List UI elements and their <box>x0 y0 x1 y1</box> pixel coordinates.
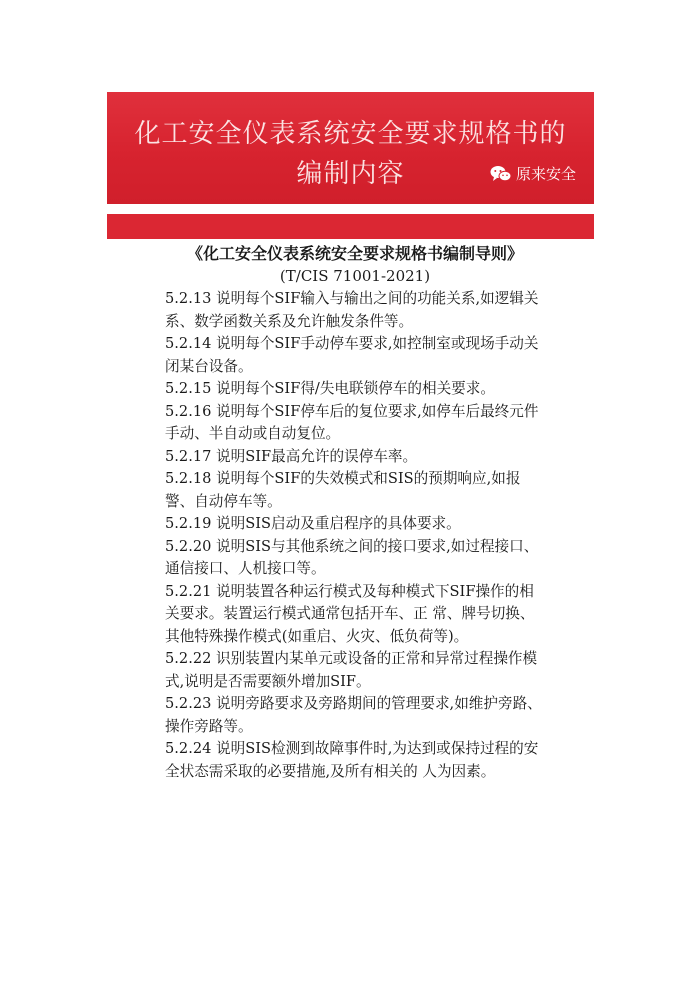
brand-watermark <box>490 163 576 184</box>
clause-5-2-19: 5.2.19 说明SIS启动及重启程序的具体要求。 <box>165 515 461 532</box>
banner-title-line-2: 编制内容 <box>296 159 405 189</box>
header-banner <box>107 92 594 204</box>
clause-5-2-17: 5.2.17 说明SIF最高允许的误停车率。 <box>165 447 418 465</box>
clause-5-2-18: 5.2.18 说明每个SIF的失效模式和SIS的预期响应,如报警、自动停车等。 <box>165 470 521 510</box>
clause-5-2-13: 5.2.13 说明每个SIF输入与输出之间的功能关系,如逻辑关系、数学函数关系及允许触发条件等。 <box>165 290 539 330</box>
clause-5-2-15: 5.2.15 说明每个SIF得/失电联锁停车的相关要求。 <box>165 380 495 397</box>
banner-title-line-1: 化工安全仪表系统安全要求规格书的 <box>134 119 567 149</box>
wechat-icon <box>490 165 512 183</box>
clause-5-2-24: 5.2.24 说明SIS检测到故障事件时,为达到或保持过程的安全状态需采取的必要措施,及所有相关的 人为因素。 <box>165 740 539 780</box>
banner-underline-strip <box>107 214 594 239</box>
clause-5-2-16: 5.2.16 说明每个SIF停车后的复位要求,如停车后最终元件手动、半自动或自动复位。 <box>165 402 539 442</box>
document-body <box>165 243 545 783</box>
document-standard-code: (T/CIS 71001-2021) <box>279 267 431 285</box>
clause-5-2-14: 5.2.14 说明每个SIF手动停车要求,如控制室或现场手动关闭某台设备。 <box>165 335 539 375</box>
clause-5-2-22: 5.2.22 识别装置内某单元或设备的正常和异常过程操作模式,说明是否需要额外增加SIF。 <box>165 650 538 690</box>
brand-name: 原来安全 <box>515 165 576 183</box>
document-title: 《化工安全仪表系统安全要求规格书编制导则》 <box>186 244 523 263</box>
clause-5-2-21: 5.2.21 说明装置各种运行模式及每种模式下SIF操作的相关要求。装置运行模式通常包括开车、正 常、牌号切换、其他特殊操作模式(如重启、火灾、低负荷等)。 <box>165 582 535 645</box>
clause-5-2-20: 5.2.20 说明SIS与其他系统之间的接口要求,如过程接口、通信接口、人机接口等。 <box>165 537 539 577</box>
clause-5-2-23: 5.2.23 说明旁路要求及旁路期间的管理要求,如维护旁路、操作旁路等。 <box>165 695 542 735</box>
